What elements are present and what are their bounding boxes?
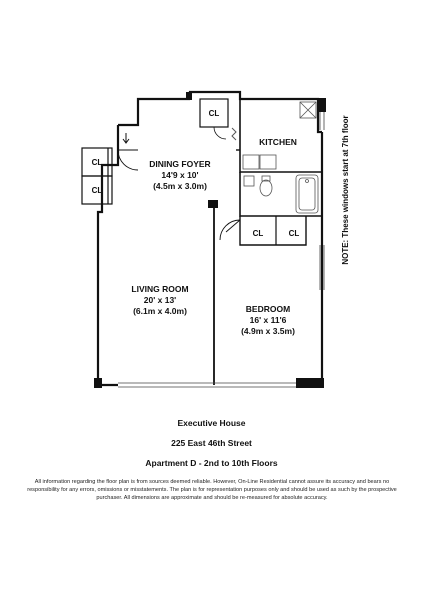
windows bbox=[118, 112, 324, 387]
closet-label-kitchen: CL bbox=[208, 109, 220, 118]
left-closets bbox=[82, 148, 112, 204]
windows-note: NOTE: These windows start at 7th floor bbox=[341, 115, 350, 265]
living-room-dim-m: (6.1m x 4.0m) bbox=[133, 306, 187, 316]
dining-foyer-dim-ft: 14'9 x 10' bbox=[161, 170, 199, 180]
building-address: 225 East 46th Street bbox=[171, 438, 252, 448]
closet-label-left-1: CL bbox=[91, 158, 103, 167]
closet-label-left-2: CL bbox=[91, 186, 103, 195]
kitchen-closet bbox=[200, 99, 228, 139]
living-room-name: LIVING ROOM bbox=[131, 284, 189, 294]
closet-label-bedroom-2: CL bbox=[288, 229, 300, 238]
walls bbox=[98, 92, 322, 385]
dining-foyer-name: DINING FOYER bbox=[149, 159, 211, 169]
living-room-dim-ft: 20' x 13' bbox=[143, 295, 177, 305]
dining-foyer-dim-m: (4.5m x 3.0m) bbox=[153, 181, 207, 191]
disclaimer-text: All information regarding the floor plan is from sources deemed reliable. However, On-Line Residential cannot assure its accuracy and bears no responsibility for any errors, omissions or misstatements. The plan is for representation purposes only and should be used as such by the prospective purchaser. All dimensions are approximate and should be re-measured for absolute accuracy. bbox=[27, 479, 397, 501]
apartment-unit: Apartment D - 2nd to 10th Floors bbox=[145, 458, 278, 468]
bathroom-fixtures bbox=[244, 175, 318, 213]
building-name: Executive House bbox=[177, 418, 246, 428]
closet-label-bedroom-1: CL bbox=[252, 229, 264, 238]
kitchen-label: KITCHEN bbox=[259, 137, 297, 147]
entry-arrow-icon bbox=[123, 133, 129, 143]
bedroom-name: BEDROOM bbox=[245, 304, 291, 314]
bedroom-dim-m: (4.9m x 3.5m) bbox=[241, 326, 295, 336]
bedroom-dim-ft: 16' x 11'6 bbox=[249, 315, 287, 325]
kitchen-fixtures bbox=[232, 102, 316, 169]
